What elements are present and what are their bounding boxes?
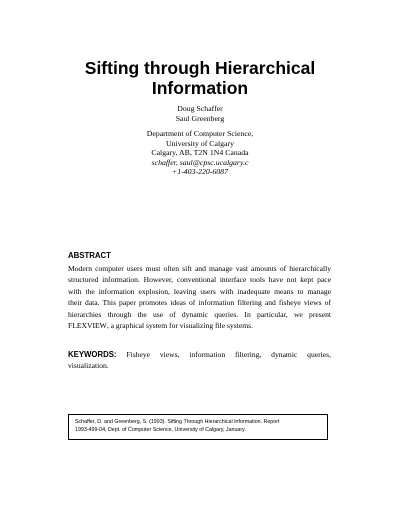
abstract-line: structured information. However, conventional interface tools have not kept pace <box>68 275 331 285</box>
affiliation-block <box>0 129 400 177</box>
abstract-heading: ABSTRACT <box>68 251 111 260</box>
paper-title-line-1: Sifting through Hierarchical <box>84 58 316 78</box>
author-name: Saul Greenberg <box>175 113 225 123</box>
abstract-line: Modern computer users must often sift and manage vast amounts of hierarchically <box>68 264 331 273</box>
abstract-line: hierarchies through the use of dynamic queries. In particular, we present <box>68 309 331 319</box>
system-name-rest: LEXVIEW <box>72 321 107 331</box>
keywords-line-2: visualization. <box>68 361 109 371</box>
abstract-line-last <box>68 320 331 331</box>
keywords-block <box>68 349 331 372</box>
abstract-line-suffix: , a graphical system for visualizing file systems. <box>106 321 253 331</box>
author-list <box>0 104 400 123</box>
author-name: Doug Schaffer <box>177 104 223 113</box>
paper-title-line-2: Information <box>151 78 249 98</box>
abstract-body <box>68 263 331 331</box>
keywords-label: KEYWORDS: <box>68 350 117 359</box>
citation-line: 1993-499-04, Dept. of Computer Science, University of Calgary, January. <box>75 427 246 434</box>
keywords-line-1 <box>68 349 331 360</box>
affiliation-phone: +1-403-220-6087 <box>172 167 228 177</box>
system-name-initial: F <box>68 321 73 331</box>
abstract-line: with the information explosion, leaving users with inadequate means to manage <box>68 286 331 296</box>
citation-box <box>68 414 328 440</box>
affiliation-department: Department of Computer Science, <box>146 129 254 138</box>
affiliation-address: Calgary, AB, T2N 1N4 Canada <box>151 148 249 158</box>
paper-title <box>0 58 400 98</box>
keywords-text: Fisheye views, information filtering, dynamic queries, <box>126 350 331 359</box>
abstract-line: their data. This paper promotes ideas of information filtering and fisheye views of <box>68 298 331 308</box>
affiliation-email: schaffer, saul@cpsc.ucalgary.c <box>151 157 249 167</box>
affiliation-university: University of Calgary <box>166 138 234 148</box>
citation-line: Schaffer, D. and Greenberg, S. (1993). Sifting Through Hierarchical Information. Report <box>75 419 280 425</box>
